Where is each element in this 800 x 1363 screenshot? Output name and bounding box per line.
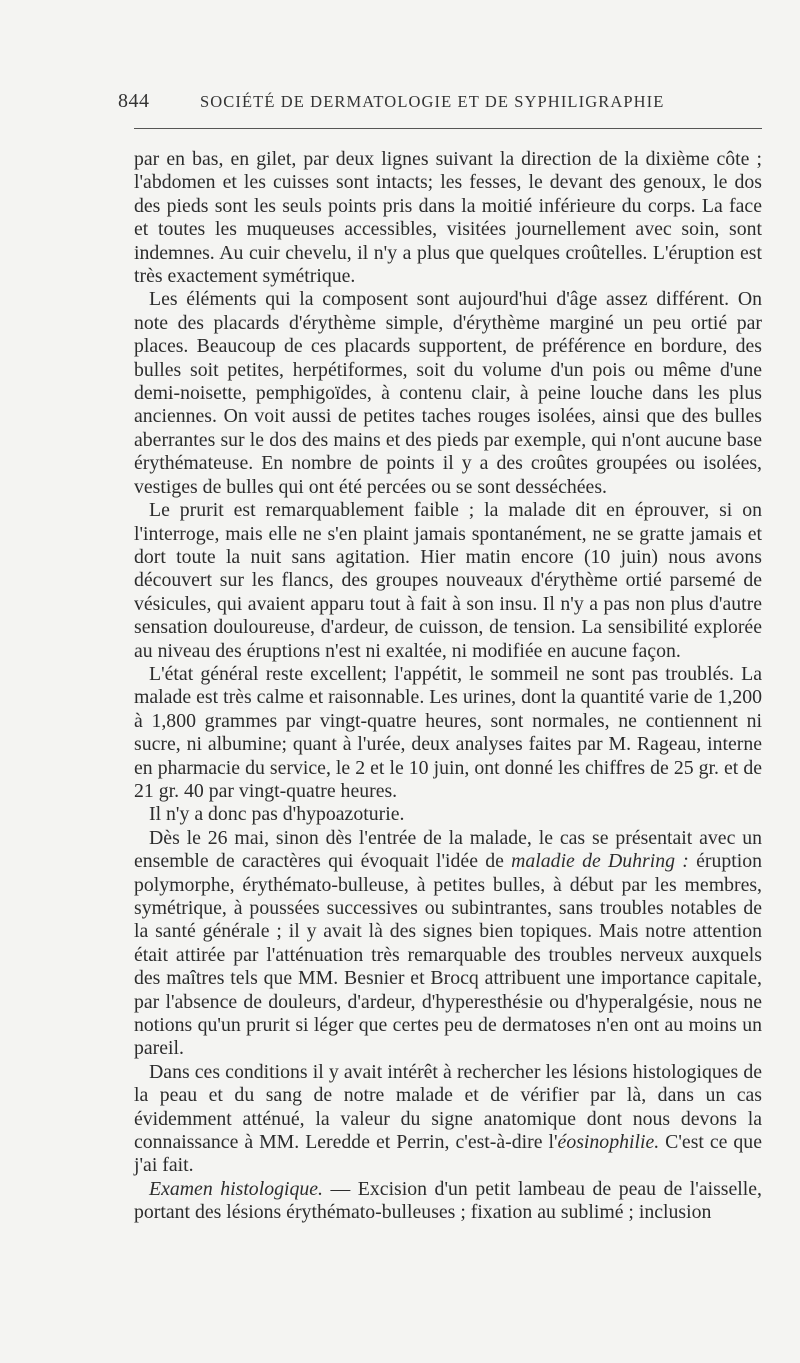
paragraph-text: Dès le 26 mai, sinon dès l'entrée de la malade, le cas se présentait avec un ensemble de caractères qui évoquait l'idée de: [134, 826, 762, 873]
page-number: 844: [118, 90, 150, 112]
paragraph: [134, 1178, 762, 1225]
running-title: SOCIÉTÉ DE DERMATOLOGIE ET DE SYPHILIGRAPHIE: [200, 92, 665, 111]
section-heading-inline: Examen histologique.: [149, 1177, 323, 1200]
paragraph: L'état général reste excellent; l'appétit, le sommeil ne sont pas troublés. La malade est très calme et raisonnable. Les urines, dont la quantité varie de 1,200 à 1,800 grammes par vingt-quatre heures, sont normales, ne contiennent ni sucre, ni albumine; quant à l'urée, deux analyses faites par M. Rageau, interne en pharmacie du service, le 2 et le 10 juin, ont donné les chiffres de 25 gr. et de 21 gr. 40 par vingt-quatre heures.: [134, 662, 762, 802]
paragraph-text: C'est ce que j'ai fait.: [134, 1131, 762, 1177]
italic-term: éosinophilie.: [557, 1131, 660, 1154]
italic-term: maladie de Duhring :: [511, 850, 689, 873]
paragraph: Les éléments qui la composent sont aujourd'hui d'âge assez différent. On note des placards d'érythème simple, d'érythème marginé un peu ortié par places. Beaucoup de ces placards supportent, de préférence en bordure, des bulles soit petites, herpétiformes, soit du volume d'un pois ou même d'une demi-noisette, pemphigoïdes, à contenu clair, à peine louche dans les plus anciennes. On voit aussi de petites taches rouges isolées, ainsi que des bulles aberrantes sur le dos des mains et des pieds par exemple, qui n'ont aucune base érythémateuse. En nombre de points il y a des croûtes groupées ou isolées, vestiges de bulles qui ont été percées ou se sont desséchées.: [134, 288, 762, 498]
paragraph: par en bas, en gilet, par deux lignes suivant la direction de la dixième côte ; l'abdomen et les cuisses sont intacts; les fesses, le devant des genoux, le dos des pieds sont les seuls points pris dans la moitié inférieure du corps. La face et toutes les muqueuses accessibles, visitées journellement avec soin, sont indemnes. Au cuir chevelu, il n'y a plus que quelques croûtelles. L'éruption est très exactement symétrique.: [134, 148, 762, 288]
body-text: [134, 148, 762, 1225]
paragraph-text: — Excision d'un petit lambeau de peau de l'aisselle, portant des lésions érythémato-bulleuses ; fixation au sublimé ; inclusion: [134, 1177, 762, 1224]
paragraph-text: éruption polymorphe, érythémato-bulleuse, à petites bulles, à début par les membres, symétrique, à poussées successives ou subintrantes, sans troubles notables de la santé générale ; il y avait là des signes bien topiques. Mais notre attention était attirée par l'atténuation très remarquable des troubles nerveux auxquels des maîtres tels que MM. Besnier et Brocq attribuent une importance capitale, par l'absence de douleurs, d'ardeur, d'hyperesthésie ou d'hyperalgésie, nous ne notions qu'un prurit si léger que certes peu de dermatoses n'en ont au moins un pareil.: [134, 850, 762, 1060]
header-rule: [134, 128, 762, 129]
paragraph: [134, 827, 762, 1061]
paragraph: Le prurit est remarquablement faible ; la malade dit en éprouver, si on l'interroge, mais elle ne s'en plaint jamais spontanément, ne se gratte jamais et dort toute la nuit sans agitation. Hier matin encore (10 juin) nous avons découvert sur les flancs, des groupes nouveaux d'érythème ortié parsemé de vésicules, qui avaient apparu tout à fait à son insu. Il n'y a pas non plus d'autre sensation douloureuse, d'ardeur, de cuisson, de tension. La sensibilité explorée au niveau des éruptions n'est ni exaltée, ni modifiée en aucune façon.: [134, 499, 762, 662]
paragraph: [134, 1061, 762, 1178]
paragraph-text: Dans ces conditions il y avait intérêt à rechercher les lésions histologiques de la peau et du sang de notre malade et de vérifier par là, dans un cas évidemment atténué, la valeur du signe anatomique dont nous devons la connaissance à MM. Leredde et Perrin, c'est-à-dire l': [134, 1060, 762, 1154]
paragraph: Il n'y a donc pas d'hypoazoturie.: [149, 803, 405, 826]
page-header: [118, 86, 762, 116]
